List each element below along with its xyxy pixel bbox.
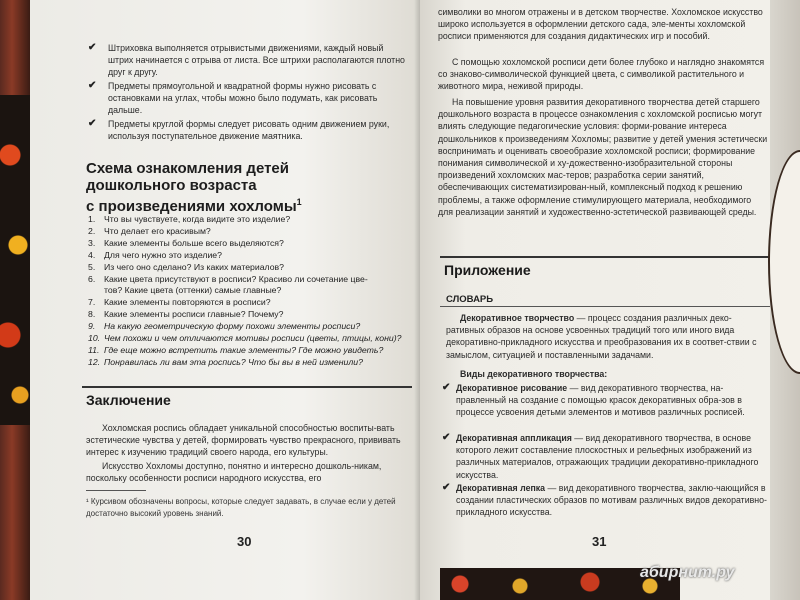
- question-number: 9.: [88, 321, 96, 332]
- question-list: [88, 214, 401, 369]
- question-number: 12.: [88, 356, 101, 367]
- type-decorative-drawing: Декоративное рисование — вид декоративного творчества, на-правленный на создание с помощью красок декоративных обра-зов в процессе усвоения детьми элементов и мотивов различных росписей.: [456, 383, 745, 418]
- bullet-2: Предметы прямоугольной и квадратной формы нужно рисовать с остановками на углах, чтобы можно было подумать, как рисовать дальше.: [108, 81, 378, 116]
- question-number: 4.: [88, 249, 96, 260]
- page-30: [30, 0, 420, 600]
- question-text: Что вы чувствуете, когда видите это изделие?: [104, 214, 291, 224]
- left-cover-edge: [0, 0, 30, 600]
- check-icon: ✔: [442, 382, 451, 393]
- question-text: Что делает его красивым?: [104, 225, 211, 236]
- question-text: Где еще можно встретить такие элементы? Где можно увидеть?: [104, 344, 384, 355]
- conclusion-paragraph-2: Искусство Хохломы доступно, понятно и интересно дошколь-никам, поскольку особенности росписи народного искусства, его: [86, 461, 382, 484]
- footnote: ¹ Курсивом обозначены вопросы, которые следует задавать, в случае если у детей достаточно высокий уровень знаний.: [86, 497, 396, 518]
- question-text: Чем похожи и чем отличаются мотивы росписи (цветы, птицы, кони)?: [104, 333, 402, 344]
- check-icon: ✔: [442, 432, 451, 443]
- question-item: [88, 357, 401, 369]
- question-number: 1.: [88, 214, 96, 224]
- bullet-3: Предметы круглой формы следует рисовать одним движением руки, используя поступательное движение маятника.: [108, 119, 390, 142]
- question-text: Понравилась ли вам эта роспись? Что бы вы в ней изменили?: [104, 356, 363, 367]
- question-number: 6.: [88, 273, 96, 284]
- question-item: [88, 250, 401, 262]
- question-item: [88, 309, 401, 321]
- check-icon: ✔: [88, 118, 97, 129]
- section-rule: [440, 256, 770, 258]
- question-item: [88, 238, 401, 250]
- right-paragraph-1: символики во многом отражены и в детском творчестве. Хохломское искусство широко используется в оформлении детского сада, эле-менты хохломской росписи применяются для создания дидактических игр и пособий.: [438, 7, 763, 42]
- type-decorative-applique: Декоративная аппликация — вид декоративного творчества, в основе которого лежит составление плоскостных и рельефных изображений из различных материалов, отражающих традиции декоративно-прикладного искусства.: [456, 433, 759, 480]
- question-text: Какие элементы повторяются в росписи?: [104, 297, 271, 308]
- appendix-title: Приложение: [444, 262, 531, 278]
- khokhloma-art-left: [0, 95, 30, 425]
- question-item: [88, 262, 401, 274]
- question-number: 5.: [88, 261, 96, 272]
- question-text: тов? Какие цвета (оттенки) самые главные?: [104, 285, 282, 296]
- conclusion-title: Заключение: [86, 392, 171, 408]
- question-number: 2.: [88, 225, 96, 236]
- dictionary-title: СЛОВАРЬ: [446, 294, 494, 305]
- question-item: [88, 297, 401, 309]
- question-number: 11.: [88, 344, 100, 355]
- right-paragraph-3: На повышение уровня развития декоративного творчества детей старшего дошкольного возраста в процессе ознакомления с хохломской росписью могут влиять следующие педагогические условия: форми-рование интереса дошкольников к произведениям Хохломы; развитие у детей умения эстетически воспринимать и оценивать своеобразие хохломской росписи; формирование понимания символической и ху-дожественно-изобразительной стороны произведений хохломских мас-теров; разработка серии занятий, обеспечивающих систематизирован-ный, комплексный подход к решению проблемы, а также оформление стимулирующего материала, необходимого для реализации занятий и художественно-эстетической развивающей среды.: [438, 97, 768, 217]
- question-item: [88, 214, 401, 226]
- question-number: 10.: [88, 333, 101, 344]
- footnote-rule: [86, 490, 146, 491]
- section-rule: [82, 386, 412, 388]
- question-item: [88, 345, 401, 357]
- question-item: [88, 333, 401, 345]
- question-text: Какие элементы росписи главные? Почему?: [104, 309, 284, 320]
- site-watermark: абирнит.ру: [640, 564, 735, 581]
- question-item: [88, 226, 401, 238]
- question-text: Из чего оно сделано? Из каких материалов?: [104, 261, 284, 272]
- bullet-1: Штриховка выполняется отрывистыми движениями, каждый новый штрих начинается с отрыва от листа. Все штрихи располагаются плотно друг к другу.: [108, 43, 405, 78]
- question-text: Какие элементы больше всего выделяются?: [104, 237, 284, 248]
- question-text: Для чего нужно это изделие?: [104, 249, 222, 260]
- question-item: [88, 285, 401, 297]
- page-number: 31: [592, 534, 607, 549]
- question-text: Какие цвета присутствуют в росписи? Красиво ли сочетание цве-: [104, 273, 368, 284]
- dictionary-rule: [440, 306, 770, 307]
- type-decorative-modeling: Декоративная лепка — вид декоративного творчества, заклю-чающийся в создании пластических образов по мотивам различных видов декоративно-прикладного искусства.: [456, 483, 767, 518]
- check-icon: ✔: [88, 80, 97, 91]
- scheme-heading: Схема ознакомления детей дошкольного возраста с произведениями хохломы$^1$: [86, 160, 302, 215]
- term-decorative-creativity: Декоративное творчество — процесс создания различных деко-ративных образов на основе усвоенных традиций того или иного вида декоративно-прикладного искусства и преобразования их в соответ-ствии с замыслом, ситуацией и поставленными задачами.: [446, 313, 757, 360]
- question-item: [88, 321, 401, 333]
- page-31: [420, 0, 800, 600]
- types-title: Виды декоративного творчества:: [460, 369, 608, 379]
- question-text: На какую геометрическую форму похожи элементы росписи?: [104, 321, 361, 332]
- conclusion-paragraph-1: Хохломская роспись обладает уникальной способностью воспиты-вать эстетические чувства у детей, формировать чувство прекрасного, прививать интерес к изучению традиций своего народа, его культуры.: [86, 423, 401, 458]
- right-paragraph-2: С помощью хохломской росписи дети более глубоко и наглядно знакомятся со знаково-символической функцией цвета, с символикой растительного и животного мира, неживой природы.: [438, 57, 765, 92]
- check-icon: ✔: [442, 482, 451, 493]
- question-number: 7.: [88, 297, 96, 308]
- page-number: 30: [237, 534, 252, 549]
- check-icon: ✔: [88, 42, 97, 53]
- question-number: 8.: [88, 309, 96, 320]
- question-item: [88, 274, 401, 286]
- question-number: 3.: [88, 237, 96, 248]
